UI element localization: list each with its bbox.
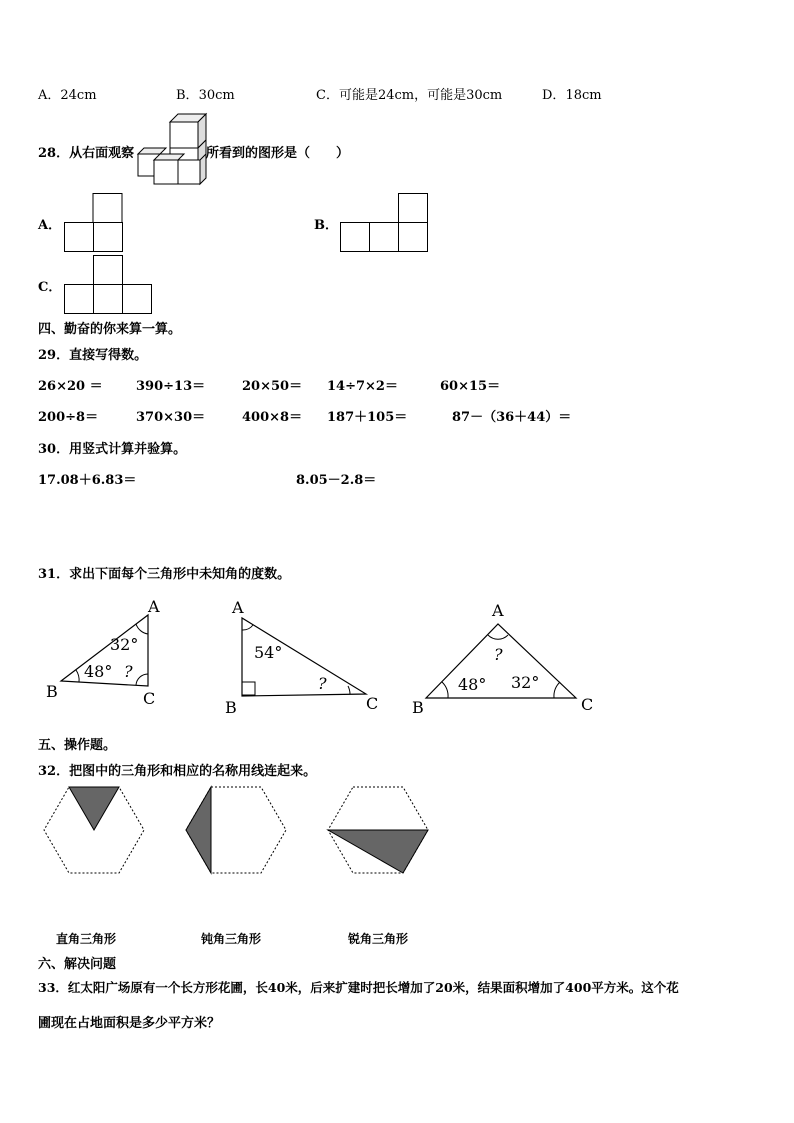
q27-option-d bbox=[542, 84, 602, 103]
q29-r2-2: 370×30＝ bbox=[136, 410, 206, 425]
q29-r1-2: 390÷13＝ bbox=[136, 379, 206, 394]
q29-r2-3: 400×8＝ bbox=[242, 410, 303, 425]
q29-r2-4: 187＋105＝ bbox=[327, 410, 408, 425]
q28-option-a-label: A． bbox=[38, 218, 62, 233]
section-5-heading: 五、操作题。 bbox=[38, 738, 117, 753]
t2-vertex-b: B bbox=[225, 698, 237, 717]
q29-r1-3: 20×50＝ bbox=[242, 379, 303, 394]
cube-stack-figure bbox=[136, 112, 208, 188]
q30-item-2: 8.05－2.8＝ bbox=[296, 473, 377, 488]
q31-title: 31．求出下面每个三角形中未知角的度数。 bbox=[38, 567, 291, 582]
option-letter: B． bbox=[176, 88, 199, 103]
q32-title: 32．把图中的三角形和相应的名称用线连起来。 bbox=[38, 764, 317, 779]
name-obtuse-triangle[interactable]: 钝角三角形 bbox=[201, 932, 262, 946]
name-right-triangle[interactable]: 直角三角形 bbox=[56, 932, 117, 946]
t3-angle-b: 48° bbox=[458, 675, 487, 694]
t3-unknown: ? bbox=[494, 645, 503, 664]
q28-option-b-figure[interactable] bbox=[340, 193, 430, 253]
option-letter: A． bbox=[38, 88, 61, 103]
q28-prefix: 28．从右面观察 bbox=[38, 146, 135, 161]
q28-suffix: 所看到的图形是（ ） bbox=[206, 146, 350, 161]
hexagon-2-figure[interactable] bbox=[186, 786, 288, 876]
q29-r1-4: 14÷7×2＝ bbox=[327, 379, 398, 394]
section-4-heading: 四、勤奋的你来算一算。 bbox=[38, 322, 182, 337]
t1-unknown: ? bbox=[124, 662, 133, 681]
t3-vertex-b: B bbox=[412, 698, 424, 717]
t2-angle-a: 54° bbox=[254, 643, 283, 662]
q28-option-c-figure[interactable] bbox=[64, 255, 154, 315]
t1-angle-b: 48° bbox=[84, 662, 113, 681]
t1-vertex-b: B bbox=[46, 682, 58, 701]
name-acute-triangle[interactable]: 锐角三角形 bbox=[348, 932, 409, 946]
t2-unknown: ? bbox=[318, 674, 327, 693]
option-text: 可能是24cm，可能是30cm bbox=[338, 88, 503, 103]
q29-r2-5: 87－（36＋44）＝ bbox=[452, 410, 572, 425]
option-text: 18cm bbox=[565, 88, 602, 103]
q29-r1-1: 26×20 ＝ bbox=[38, 379, 103, 394]
q27-option-c bbox=[316, 84, 502, 103]
option-letter: D． bbox=[542, 88, 566, 103]
q27-option-a bbox=[38, 84, 97, 103]
q33-line-1: 33．红太阳广场原有一个长方形花圃，长40米，后来扩建时把长增加了20米，结果面积增加了400平方米。这个花 bbox=[38, 980, 679, 995]
q29-r1-5: 60×15＝ bbox=[440, 379, 501, 394]
option-text: 24cm bbox=[60, 88, 97, 103]
q27-option-b bbox=[176, 84, 235, 103]
t3-vertex-a: A bbox=[492, 601, 504, 620]
q28-option-a-figure[interactable] bbox=[64, 193, 124, 253]
q29-r2-1: 200÷8＝ bbox=[38, 410, 99, 425]
q28-option-c-label: C． bbox=[38, 280, 62, 295]
hexagon-1-figure[interactable] bbox=[44, 786, 146, 876]
option-letter: C． bbox=[316, 88, 339, 103]
triangle-2-figure bbox=[230, 600, 380, 710]
t1-vertex-a: A bbox=[148, 597, 160, 616]
hexagon-3-figure[interactable] bbox=[328, 786, 430, 876]
t3-vertex-c: C bbox=[581, 695, 594, 714]
t3-angle-c: 32° bbox=[511, 673, 540, 692]
t1-angle-a: 32° bbox=[110, 635, 139, 654]
t1-vertex-c: C bbox=[143, 689, 156, 708]
q30-item-1: 17.08＋6.83＝ bbox=[38, 473, 137, 488]
q29-title: 29．直接写得数。 bbox=[38, 348, 148, 363]
q30-title: 30．用竖式计算并验算。 bbox=[38, 442, 187, 457]
section-6-heading: 六、解决问题 bbox=[38, 957, 117, 972]
option-text: 30cm bbox=[198, 88, 235, 103]
q33-line-2: 圃现在占地面积是多少平方米？ bbox=[38, 1016, 221, 1031]
q28-option-b-label: B． bbox=[314, 218, 338, 233]
t2-vertex-a: A bbox=[232, 598, 244, 617]
t2-vertex-c: C bbox=[366, 694, 379, 713]
